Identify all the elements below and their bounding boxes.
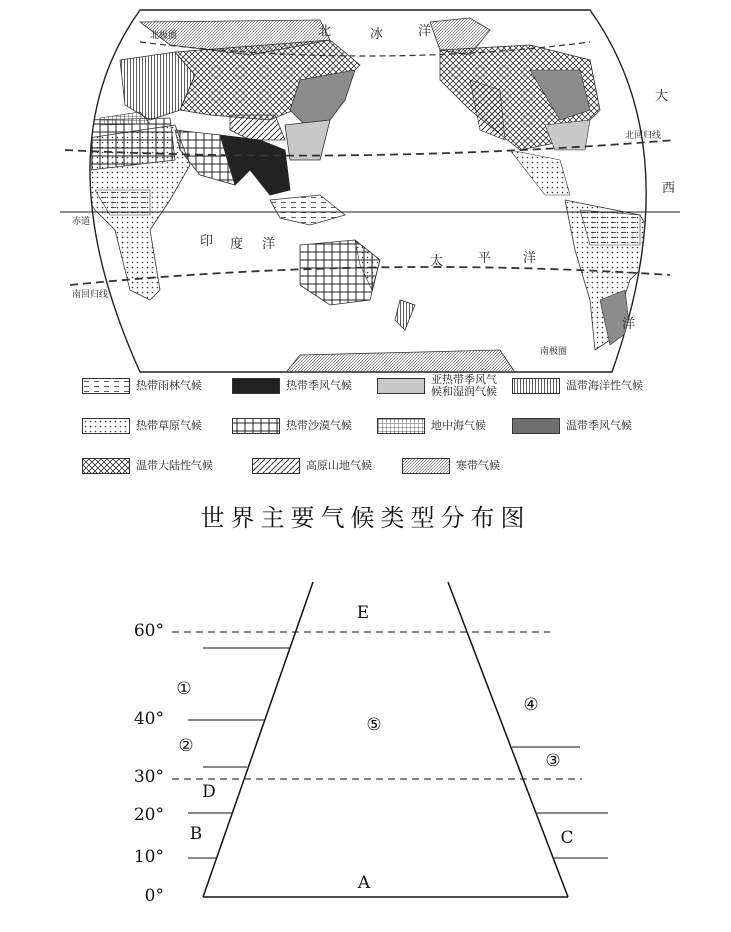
lat-label-20: 20° — [133, 805, 164, 825]
legend-label: 温带季风气候 — [566, 419, 632, 432]
legend-swatch-dash — [82, 378, 130, 394]
pacific-ocean-char-1: 太 — [430, 254, 444, 269]
atlantic-ocean-char-1: 大 — [655, 89, 669, 104]
legend-item — [377, 415, 486, 437]
legend-swatch-lightgray — [377, 378, 425, 394]
amazon-rainforest — [580, 210, 640, 245]
legend-swatch-grid — [377, 418, 425, 434]
legend-label: 热带雨林气候 — [136, 379, 202, 392]
legend-swatch-vlines — [512, 378, 560, 394]
legend-label: 热带草原气候 — [136, 419, 202, 432]
zone-label-c: C — [560, 828, 574, 848]
lat-label-60: 60° — [133, 621, 164, 641]
pacific-ocean-char-3: 洋 — [523, 251, 537, 266]
zone-label-e: E — [356, 603, 370, 623]
indian-ocean-char-3: 洋 — [262, 237, 276, 252]
zone-label-2: ② — [178, 736, 194, 756]
tropic-cancer-label: 北回归线 — [625, 131, 662, 141]
zone-label-4: ④ — [523, 695, 539, 715]
legend-label: 热带季风气候 — [286, 379, 352, 392]
legend-label: 热带沙漠气候 — [286, 419, 352, 432]
climate-legend — [82, 375, 682, 485]
zone-label-3: ③ — [545, 751, 561, 771]
equator-label: 赤道 — [72, 217, 91, 227]
legend-swatch-dots — [82, 418, 130, 434]
legend-label: 温带大陆性气候 — [136, 459, 213, 472]
legend-item — [402, 455, 500, 477]
lat-label-0: 0° — [144, 886, 164, 906]
arctic-ocean-char-2: 冰 — [370, 27, 384, 42]
legend-label: 寒带气候 — [456, 459, 500, 472]
legend-item — [512, 375, 643, 397]
arctic-ocean-char-1: 北 — [318, 24, 332, 39]
arctic-ocean-char-3: 洋 — [418, 24, 432, 39]
zone-label-1: ① — [176, 679, 192, 699]
legend-label: 亚热带季风气 候和湿润气候 — [431, 373, 497, 398]
legend-swatch-cross — [232, 418, 280, 434]
lat-label-40: 40° — [133, 709, 164, 729]
legend-item — [232, 375, 352, 397]
legend-label: 高原山地气候 — [306, 459, 372, 472]
continent-east-edge — [448, 582, 568, 897]
indian-ocean-char-1: 印 — [200, 234, 214, 249]
legend-item — [512, 415, 632, 437]
legend-item — [82, 415, 202, 437]
atlantic-ocean-char-3: 洋 — [622, 317, 636, 332]
legend-item — [82, 455, 213, 477]
world-climate-map — [0, 0, 731, 380]
legend-swatch-crosshatch — [82, 458, 130, 474]
indian-ocean-char-2: 度 — [230, 237, 244, 252]
pacific-ocean-char-2: 平 — [478, 251, 492, 266]
legend-swatch-diag — [252, 458, 300, 474]
zone-label-b: B — [189, 824, 203, 844]
legend-label: 温带海洋性气候 — [566, 379, 643, 392]
legend-item — [377, 375, 497, 397]
legend-label: 地中海气候 — [431, 419, 486, 432]
lat-label-30: 30° — [133, 767, 164, 787]
zone-label-5: ⑤ — [366, 715, 382, 735]
legend-swatch-darkgray — [512, 418, 560, 434]
zone-label-a: A — [357, 873, 371, 893]
legend-item — [252, 455, 372, 477]
legend-swatch-black — [232, 378, 280, 394]
tropic-capricorn-label: 南回归线 — [72, 290, 109, 300]
legend-swatch-finediag — [402, 458, 450, 474]
lat-label-10: 10° — [133, 847, 164, 867]
arctic-circle-label: 北极圈 — [150, 31, 178, 41]
zone-label-d: D — [202, 782, 216, 802]
legend-item — [82, 375, 202, 397]
climate-zone-diagram — [0, 560, 731, 932]
antarctic-circle-label: 南极圈 — [540, 347, 568, 357]
continent-west-edge — [203, 582, 313, 897]
atlantic-ocean-char-2: 西 — [662, 181, 676, 196]
legend-item — [232, 415, 352, 437]
map-title: 世界主要气候类型分布图 — [200, 504, 531, 532]
map-canvas — [0, 0, 731, 380]
